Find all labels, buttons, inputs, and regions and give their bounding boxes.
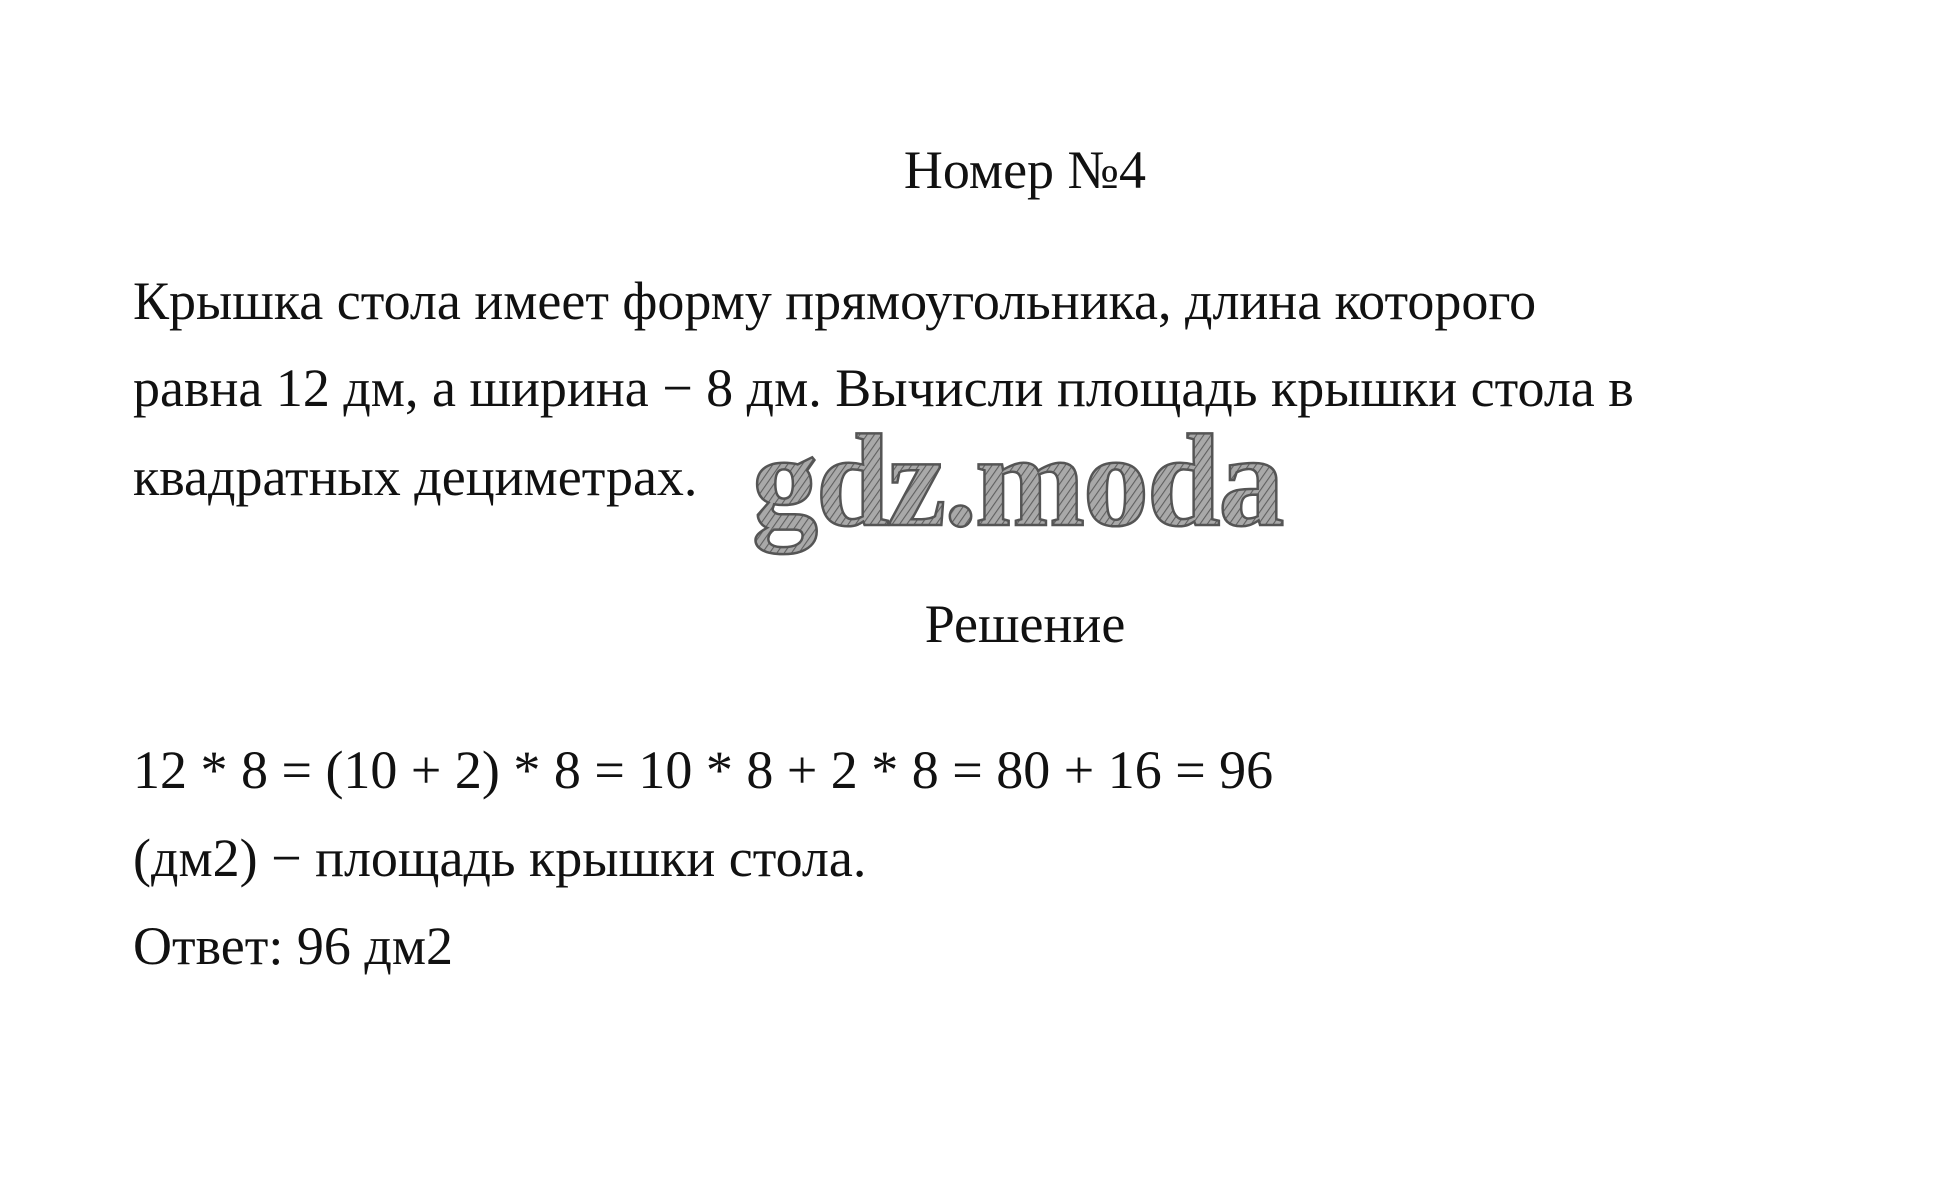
answer-line: Ответ: 96 дм2 <box>133 916 453 976</box>
problem-text-line-2: равна 12 дм, а ширина − 8 дм. Вычисли площадь крышки стола в <box>133 358 1634 418</box>
solution-line-2: (дм2) − площадь крышки стола. <box>133 828 867 888</box>
problem-text-line-3: квадратных дециметрах. <box>133 447 698 507</box>
solution-heading: Решение <box>924 594 1126 654</box>
watermark-logo <box>748 405 1308 575</box>
solution-line-1: 12 * 8 = (10 + 2) * 8 = 10 * 8 + 2 * 8 = 80 + 16 = 96 <box>133 740 1274 800</box>
watermark-text: gdz.moda <box>752 407 1283 554</box>
problem-title: Номер №4 <box>903 140 1147 200</box>
problem-text-line-1: Крышка стола имеет форму прямоугольника, длина которого <box>133 271 1537 331</box>
